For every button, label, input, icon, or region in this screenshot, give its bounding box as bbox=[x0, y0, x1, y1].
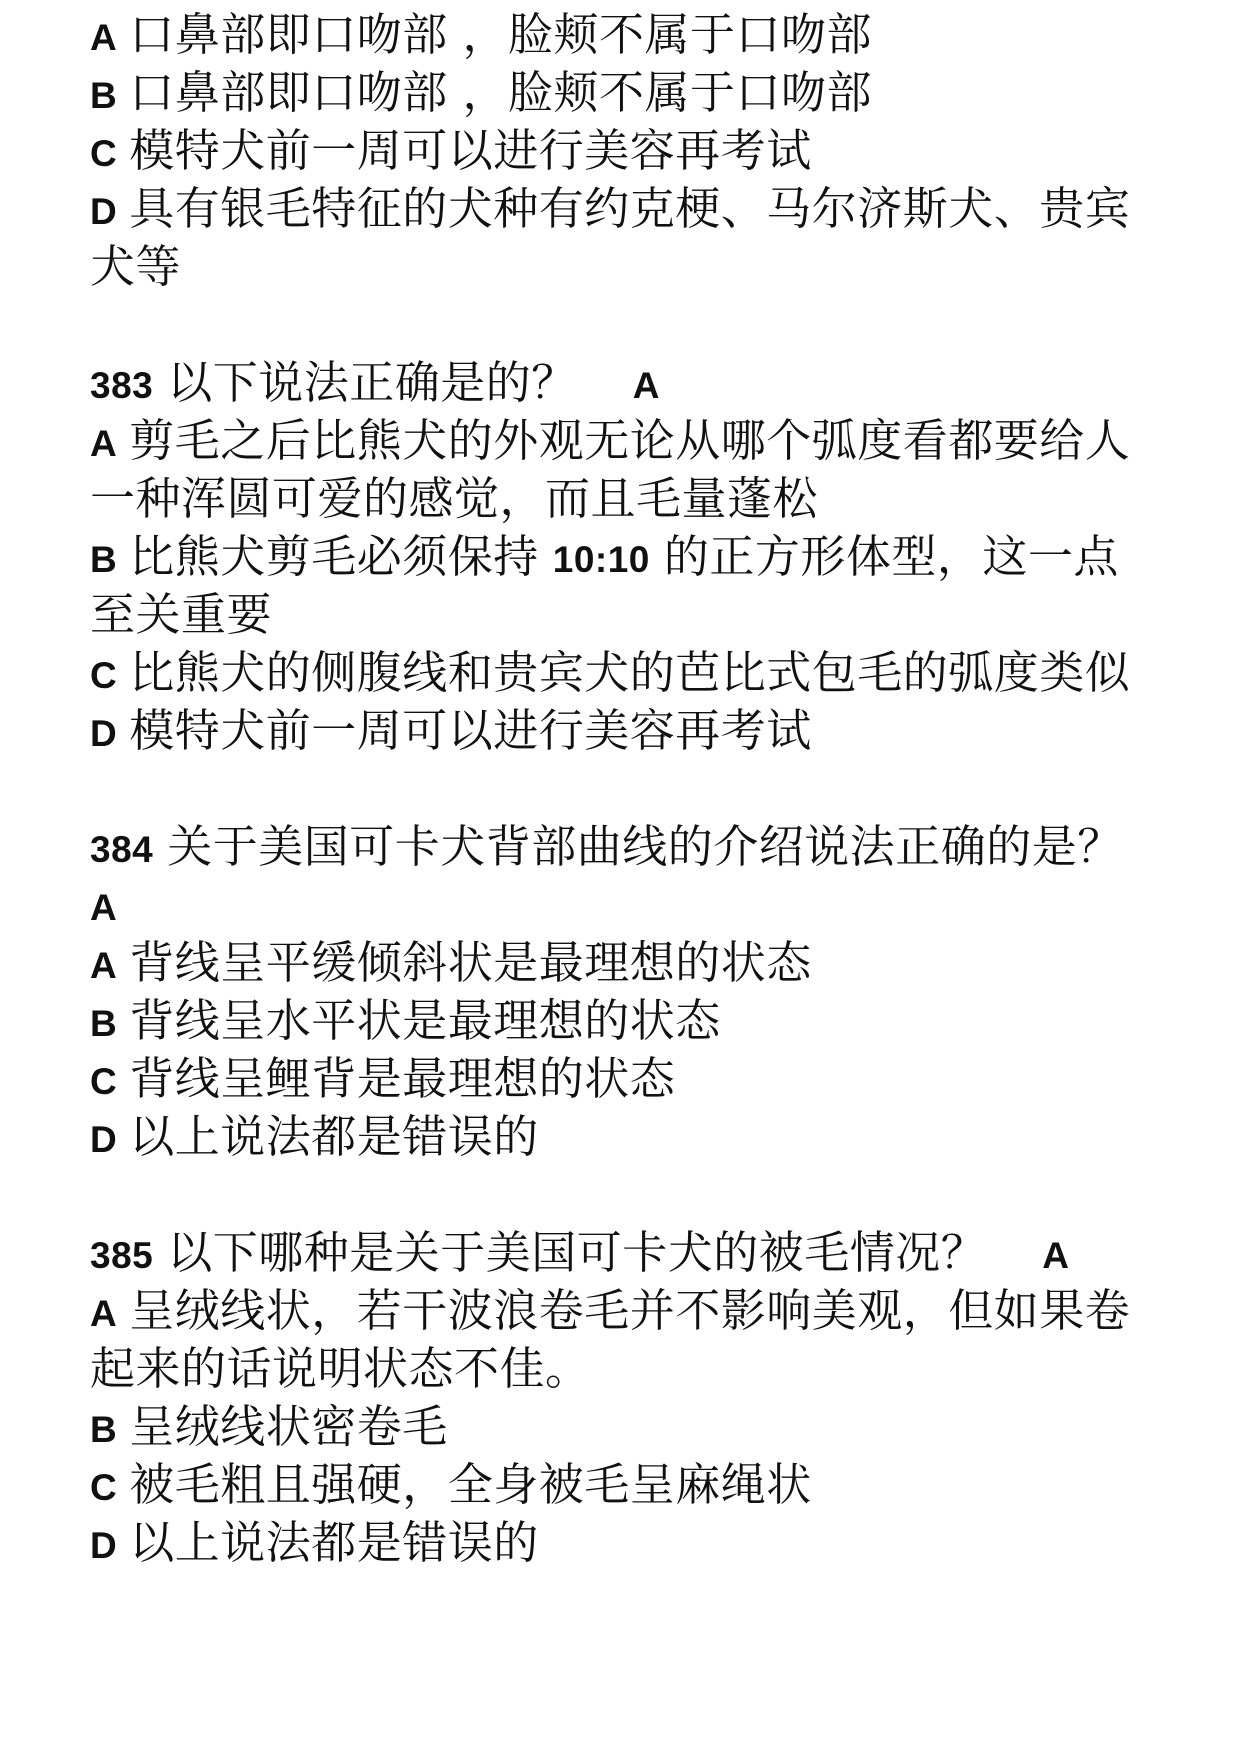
question-text: 以下哪种是关于美国可卡犬的被毛情况？ bbox=[167, 1226, 987, 1279]
option-key: D bbox=[90, 1119, 118, 1160]
option-text: 比熊犬的侧腹线和贵宾犬的芭比式包毛的弧度类似 bbox=[129, 646, 1131, 699]
option-key: D bbox=[90, 1525, 118, 1566]
option-key: B bbox=[90, 539, 118, 580]
option-key: C bbox=[90, 655, 118, 696]
q383-option-d bbox=[90, 698, 1170, 766]
option-text: 模特犬前一周可以进行美容再考试 bbox=[129, 704, 812, 757]
option-text-cont: 一种浑圆可爱的感觉，而且毛量蓬松 bbox=[90, 472, 819, 525]
option-text: 以上说法都是错误的 bbox=[129, 1110, 539, 1163]
option-key: A bbox=[90, 1293, 118, 1334]
question-number: 385 bbox=[90, 1235, 154, 1276]
option-key: C bbox=[90, 1061, 118, 1102]
prev-option-d-cont bbox=[90, 234, 1170, 299]
option-key: D bbox=[90, 191, 118, 232]
option-ratio: 10:10 bbox=[552, 539, 650, 580]
option-key: C bbox=[90, 1467, 118, 1508]
option-key: B bbox=[90, 75, 118, 116]
option-text: 模特犬前一周可以进行美容再考试 bbox=[129, 124, 812, 177]
option-text-before: 比熊犬剪毛必须保持 bbox=[129, 530, 539, 583]
q383-option-b-cont bbox=[90, 582, 1170, 647]
option-text: 以上说法都是错误的 bbox=[129, 1516, 539, 1569]
option-text: 背线呈水平状是最理想的状态 bbox=[129, 994, 721, 1047]
option-text: 被毛粗且强硬，全身被毛呈麻绳状 bbox=[129, 1458, 812, 1511]
option-text-cont: 至关重要 bbox=[90, 588, 273, 641]
option-key: B bbox=[90, 1003, 118, 1044]
option-text-cont: 犬等 bbox=[90, 240, 182, 293]
question-answer: A bbox=[632, 365, 660, 406]
question-text: 关于美国可卡犬背部曲线的介绍说法正确的是？ bbox=[167, 820, 1123, 873]
option-text: 呈绒线状密卷毛 bbox=[129, 1400, 448, 1453]
option-text: 背线呈鲤背是最理想的状态 bbox=[129, 1052, 676, 1105]
option-key: A bbox=[90, 945, 118, 986]
option-text: 背线呈平缓倾斜状是最理想的状态 bbox=[129, 936, 812, 989]
option-key: D bbox=[90, 713, 118, 754]
option-key: A bbox=[90, 423, 118, 464]
question-number: 383 bbox=[90, 365, 154, 406]
question-answer: A bbox=[1042, 1235, 1070, 1276]
q384-option-d bbox=[90, 1104, 1170, 1172]
option-text: 口鼻部即口吻部 ，脸颊不属于口吻部 bbox=[129, 8, 873, 61]
q385-option-a-cont bbox=[90, 1336, 1170, 1401]
question-answer: A bbox=[90, 887, 118, 928]
option-key: B bbox=[90, 1409, 118, 1450]
option-key: C bbox=[90, 133, 118, 174]
option-text-cont: 起来的话说明状态不佳。 bbox=[90, 1342, 591, 1395]
q383-option-a-cont bbox=[90, 466, 1170, 531]
question-text: 以下说法正确是的？ bbox=[167, 356, 577, 409]
option-text: 剪毛之后比熊犬的外观无论从哪个弧度看都要给人 bbox=[129, 414, 1131, 467]
option-text-after: 的正方形体型，这一点 bbox=[663, 530, 1119, 583]
option-key: A bbox=[90, 17, 118, 58]
q385-option-d bbox=[90, 1510, 1170, 1578]
option-text: 口鼻部即口吻部 ，脸颊不属于口吻部 bbox=[129, 66, 873, 119]
option-text: 具有银毛特征的犬种有约克梗、马尔济斯犬、贵宾 bbox=[129, 182, 1131, 235]
option-text: 呈绒线状，若干波浪卷毛并不影响美观，但如果卷 bbox=[129, 1284, 1131, 1337]
question-number: 384 bbox=[90, 829, 154, 870]
